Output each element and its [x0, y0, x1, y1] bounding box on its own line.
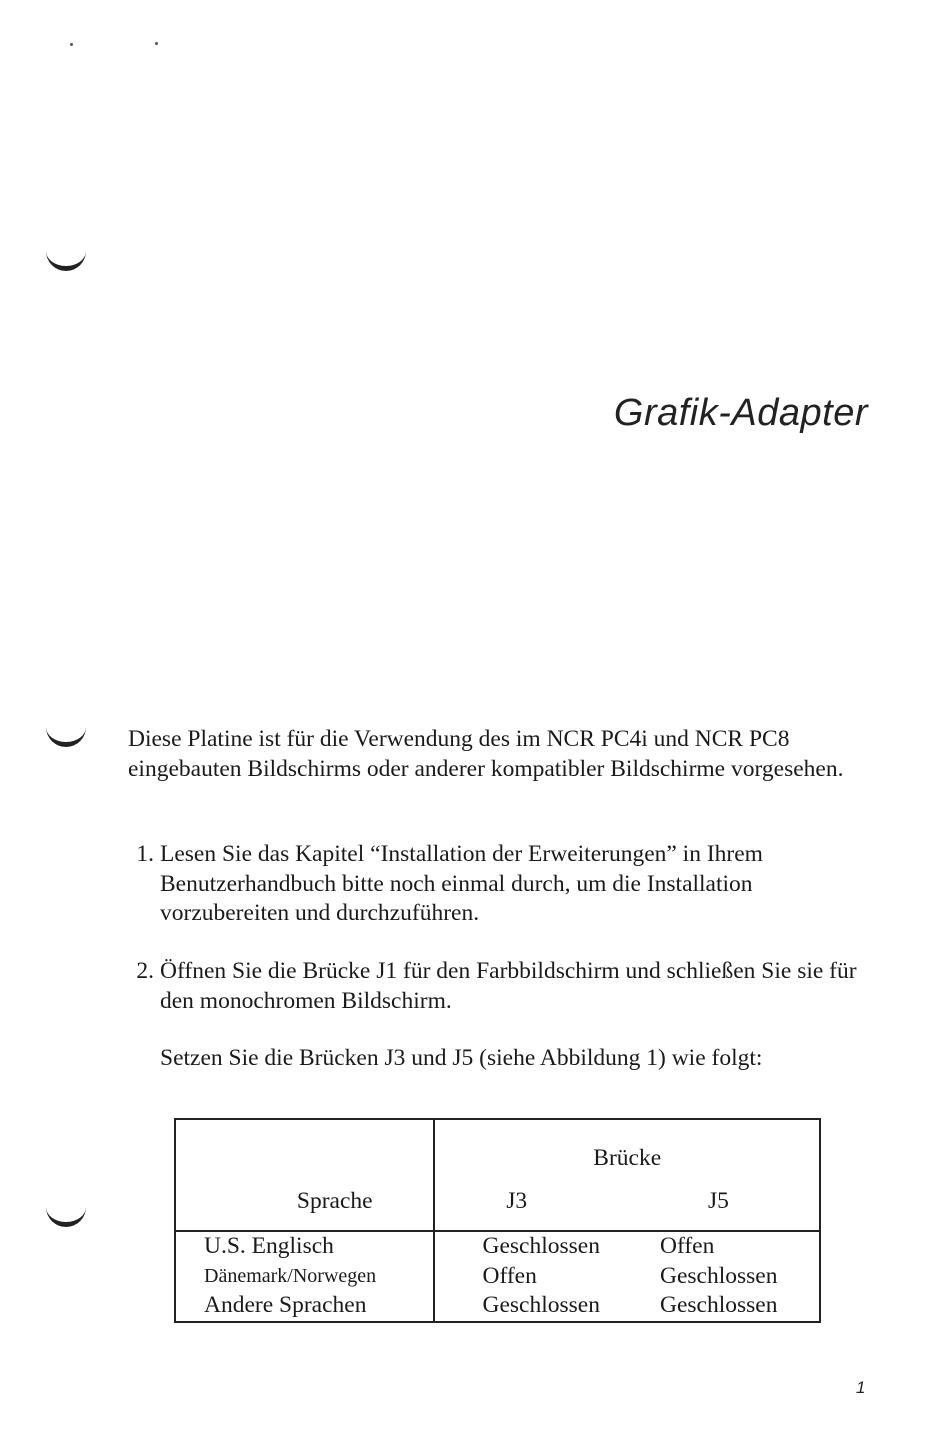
- cell-language: U.S. Englisch: [175, 1231, 434, 1262]
- followup-paragraph: Setzen Sie die Brücken J3 und J5 (siehe Abbildung 1) wie folgt:: [160, 1045, 763, 1071]
- page-title: Grafik-Adapter: [613, 392, 868, 434]
- list-number: 1.: [136, 841, 154, 867]
- binder-hole: [46, 240, 86, 271]
- cell-j5: Offen: [659, 1233, 715, 1259]
- cell-j5: Geschlossen: [659, 1292, 778, 1318]
- column-header-j5: J5: [638, 1172, 820, 1231]
- column-header-language: Sprache: [175, 1172, 434, 1231]
- list-text: Öffnen Sie die Brücke J1 für den Farbbildschirm und schließen Sie sie für den monochromen Bildschirm.: [160, 958, 857, 1014]
- cell-j3: Geschlossen: [482, 1292, 600, 1318]
- binder-hole: [46, 716, 86, 747]
- cell-j3: Offen: [482, 1262, 537, 1289]
- intro-paragraph: Diese Platine ist für die Verwendung des im NCR PC4i und NCR PC8 eingebauten Bildschirms oder anderer kompatibler Bildschirme vorgesehen.: [128, 726, 844, 782]
- group-header: Brücke: [593, 1145, 662, 1171]
- page-number: 1: [856, 1378, 866, 1397]
- jumper-table: [174, 1118, 821, 1323]
- table-row: [175, 1231, 820, 1262]
- cell-j5: Geschlossen: [659, 1262, 778, 1289]
- cell-language: Andere Sprachen: [175, 1291, 434, 1322]
- scan-speck: [70, 43, 73, 46]
- table-row: [175, 1262, 820, 1292]
- cell-language: Dänemark/Norwegen: [175, 1262, 434, 1292]
- list-text: Lesen Sie das Kapitel “Installation der Erweiterungen” in Ihrem Benutzerhandbuch bitte noch einmal durch, um die Installation vorzubereiten und durchzuführen.: [160, 841, 763, 926]
- list-number: 2.: [136, 958, 154, 984]
- scan-speck: [155, 42, 158, 45]
- column-header-j3: J3: [434, 1172, 638, 1231]
- binder-hole: [46, 1196, 86, 1227]
- table-row: [175, 1291, 820, 1322]
- cell-j3: Geschlossen: [482, 1233, 600, 1259]
